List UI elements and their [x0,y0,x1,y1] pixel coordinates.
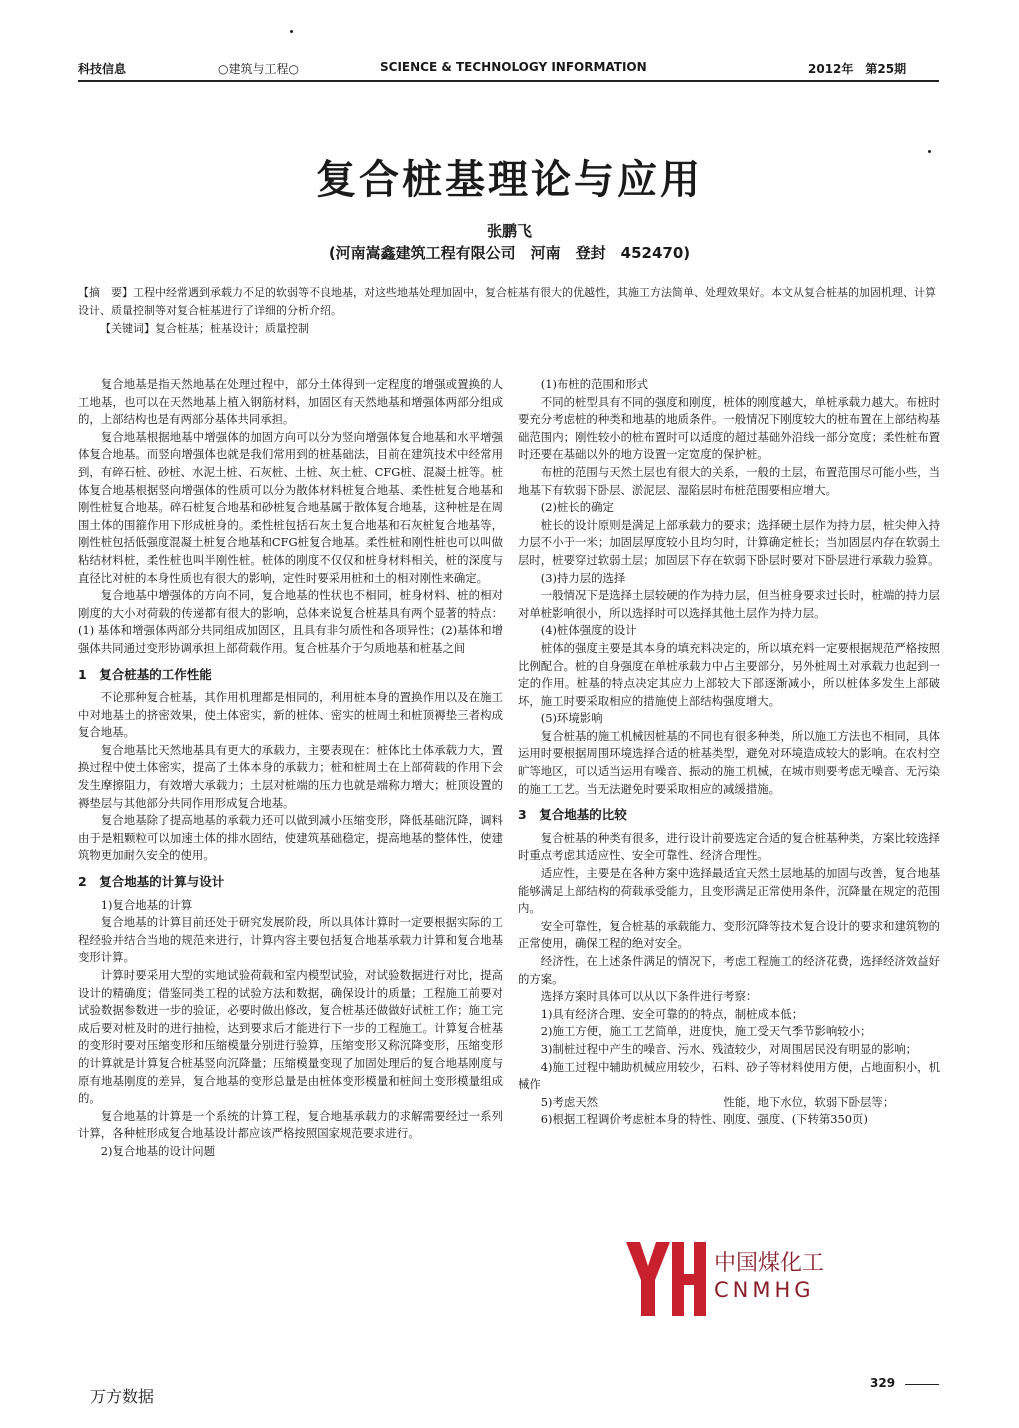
header-section: ○建筑与工程○ [218,62,299,76]
paragraph: 复合桩基的施工机械因桩基的不同也有很多种类，所以施工方法也不相同，具体运用时要根据周围环境选择合适的桩基类型，避免对环境造成较大的影响。在农村空旷等地区，可以适当运用有噪音、振动的施工机械，在城市则要考虑无噪音、无污染的施工工艺。当无法避免时要采取相应的减缓措施。 [518,728,940,796]
paragraph: 布桩的范围与天然土层也有很大的关系，一般的土层，布置范围尽可能小些，当地基下有软弱下卧层、淤泥层、湿陷层时布桩范围要相应增大。 [518,464,940,497]
article-affiliation: (河南嵩鑫建筑工程有限公司 河南 登封 452470) [328,244,691,262]
paragraph: 复合地基是指天然地基在处理过程中，部分土体得到一定程度的增强或置换的人工地基，也可以在天然地基上植入钢筋材料，加固区有天然地基和增强体两部分组成的，上部结构也是有两部分基体共同承担。 [78,377,503,427]
paragraph: 不论那种复合桩基，其作用机理都是相同的，利用桩本身的置换作用以及在施工中对地基土的挤密效果，使土体密实，新的桩体、密实的桩周土和桩顶褥垫三者构成复合地基。 [78,690,503,740]
list-item: 2)施工方便，施工工艺简单，进度快，施工受天气季节影响较小； [540,1024,872,1039]
paragraph: 一般情况下是选择土层较硬的作为持力层，但当桩身要求过长时，桩端的持力层对单桩影响很小，所以选择时可以选择其他土层作为持力层。 [518,588,940,620]
paragraph: 选择方案时具体可以从以下条件进行考察： [540,989,758,1004]
subsection-heading: (4)桩体强度的设计 [540,623,637,638]
paragraph: 不同的桩型具有不同的强度和刚度，桩体的刚度越大，单桩承载力越大。布桩时要充分考虑桩的种类和地基的地质条件。一般情况下刚度较大的桩布置在上部结构基础范围内；刚性较小的桩布置时可以适度的超过基础外沿线一部分宽度；柔性桩布置时还要在基础以外的地方设置一定宽度的保护桩。 [518,394,940,462]
section-heading: 2 复合地基的计算与设计 [78,874,225,890]
paragraph: 安全可靠性，复合桩基的承载能力、变形沉降等技术复合设计的要求和建筑物的正常使用，确保工程的绝对安全。 [518,918,940,951]
list-item: 5)考虑天然 性能，地下水位，软弱下卧层等； [540,1094,895,1109]
paragraph: 复合桩基的种类有很多，进行设计前要选定合适的复合桩基种类，方案比较选择时重点考虑其适应性、安全可靠性、经济合理性。 [518,830,940,863]
list-item: 3)制桩过程中产生的噪音、污水、残渣较少，对周围居民没有明显的影响； [540,1041,917,1056]
list-item: 6)根据工程调价考虑桩本身的特性、刚度、强度、(下转第350页) [540,1112,868,1127]
speck [290,30,293,33]
subsection-heading: 1)复合地基的计算 [100,897,193,912]
header-rule [78,80,939,82]
subsection-heading: (2)桩长的确定 [540,500,614,515]
page-number-rule [905,1384,939,1385]
section-heading: 1 复合桩基的工作性能 [78,666,212,682]
paragraph: 经济性，在上述条件满足的情况下，考虑工程施工的经济花费，选择经济效益好的方案。 [518,954,940,986]
watermark-english: CNMHG [714,1278,815,1302]
watermark-chinese: 中国煤化工 [714,1251,825,1276]
paragraph: 复合地基除了提高地基的承载力还可以做到减小压缩变形，降低基础沉降，调料由于是粗颗粒可以加速土体的排水固结，使建筑基础稳定，提高地基的整体性，使建筑物更加耐久安全的使用。 [78,813,503,863]
header-left: 科技信息 [78,62,127,76]
paragraph: 复合地基比天然地基具有更大的承载力，主要表现在：桩体比土体承载力大，置换过程中使土体密实，提高了土体本身的承载力；桩和桩周土在上部荷载的作用下会发生摩擦阻力，有效增大承载力；土层对桩端的压力也就是端称力增大；桩顶设置的褥垫层与其他部分共同作用形成复合地基。 [78,742,503,810]
paragraph: 计算时要采用大型的实地试验荷载和室内模型试验，对试验数据进行对比，提高设计的精确度；借鉴同类工程的试验方法和数据，确保设计的质量；工程施工前要对试验数据参数进一步的验证，必要时做出修改，复合桩基还做做好试桩工作；施工完成后要对桩及时的进行抽检，达到要求后才能进行下一步的工程施工。计算复合桩基的变形时要对压缩变形和压缩模量分别进行验算，压缩变形又称沉降变形，压缩变形的计算就是计算复合桩基竖向沉降量；压缩模量变现了加固处理后的复合地基刚度与原有地基刚度的差异，复合地基的变形总量是由桩体变形模量和桩间土变形模量组成的。 [78,968,503,1106]
article-author: 张鹏飞 [486,222,532,240]
article-abstract: 【摘 要】工程中经常遇到承载力不足的软弱等不良地基，对这些地基处理加固中，复合桩基有很大的优越性，其施工方法简单、处理效果好。本文从复合桩基的加固机理、计算设计、质量控制等对复合桩基进行了详细的分析介绍。 [78,286,936,317]
paragraph: 复合地基中增强体的方向不同，复合地基的性状也不相同，桩身材料、桩的相对刚度的大小对荷载的传递都有很大的影响，总体来说复合桩基具有两个显著的特点：(1) 基体和增强体两部分共同组成加固区，且具有非匀质性和各项异性；(2)基体和增强体共同通过变形协调承担上部荷载作用。复合桩基介于匀质地基和桩基之间 [78,588,503,655]
paragraph: 复合地基的计算是一个系统的计算工程，复合地基承载力的求解需要经过一系列计算，各种桩形成复合地基设计都应该严格按照国家规范要求进行。 [78,1108,503,1141]
header-issue: 2012年 第25期 [808,62,907,76]
paragraph: 复合地基的计算目前还处于研究发展阶段，所以具体计算时一定要根据实际的工程经验并结合当地的规范来进行，计算内容主要包括复合地基承载力计算和复合地基变形计算。 [78,915,503,965]
watermark-logo-icon [622,1236,708,1322]
paragraph: 复合地基根据地基中增强体的加固方向可以分为竖向增强体复合地基和水平增强体复合地基。而竖向增强体也就是我们常用到的桩基础法，目前在建筑技术中经常用到，有碎石桩、砂桩、水泥土桩、石灰桩、土桩、灰土桩、CFG桩、混凝土桩等。桩体复合地基根据竖向增强体的性质可以分为散体材料桩复合地基、柔性桩复合地基和刚性桩复合地基。碎石桩复合地基和砂桩复合地基属于散体复合地基，这种桩是在周围土体的围箍作用下形成桩身的。柔性桩包括石灰土复合地基和石灰桩复合地基等，刚性桩包括低强度混凝土桩复合地基和CFG桩复合地基。柔性桩和刚性桩也可以叫做粘结材料桩，柔性桩也叫半刚性桩。桩体的刚度不仅仅和桩身材料相关，桩的深度与直径比对桩的本身性质也有很大的影响，定性时要采用桩和土的相对刚性来确定。 [78,429,503,585]
subsection-heading: (1)布桩的范围和形式 [540,377,649,391]
paragraph: 适应性，主要是在各种方案中选择最适宜天然土层地基的加固与改善，复合地基能够满足上部结构的荷载承受能力，且变形满足正常使用条件，沉降量在规定的范围内。 [518,866,940,916]
watermark [622,1236,832,1322]
paragraph: 桩长的设计原则是满足上部承载力的要求；选择硬土层作为持力层，桩尖伸入持力层不小于一米；加固层厚度较小且均匀时，计算确定桩长；当加固层内存在软弱土层时，桩要穿过软弱土层；加固层下存在软弱下卧层时要对下卧层进行承载力验算。 [518,517,940,567]
subsection-heading: (3)持力层的选择 [540,570,626,585]
paragraph: 桩体的强度主要是其本身的填充料决定的，所以填充料一定要根据规范严格按照比例配合。桩的自身强度在单桩承载力中占主要部分，另外桩周土对承载力也起到一定的作用。桩基的特点决定其应力上部较大下部逐渐减小，所以桩体多发生上部破坏，施工时要采取相应的措施使上部结构强度增大。 [518,640,940,708]
header-journal: SCIENCE & TECHNOLOGY INFORMATION [380,60,647,74]
right-column [518,376,940,1129]
source-label: 万方数据 [90,1387,155,1406]
list-item: 4)施工过程中辅助机械应用较少，石料、砂子等材料使用方便，占地面积小，机械作 [518,1059,940,1092]
section-heading: 3 复合地基的比较 [518,807,627,823]
article-keywords: 【关键词】复合桩基；桩基设计；质量控制 [100,322,309,335]
page-number: 329 [870,1376,896,1390]
subsection-heading: (5)环境影响 [540,711,603,726]
left-column [78,376,503,1161]
list-item: 1)具有经济合理、安全可靠的的特点，制桩成本低； [540,1006,804,1021]
subsection-heading: 2)复合地基的设计问题 [100,1143,216,1158]
article-title: 复合桩基理论与应用 [316,157,703,203]
